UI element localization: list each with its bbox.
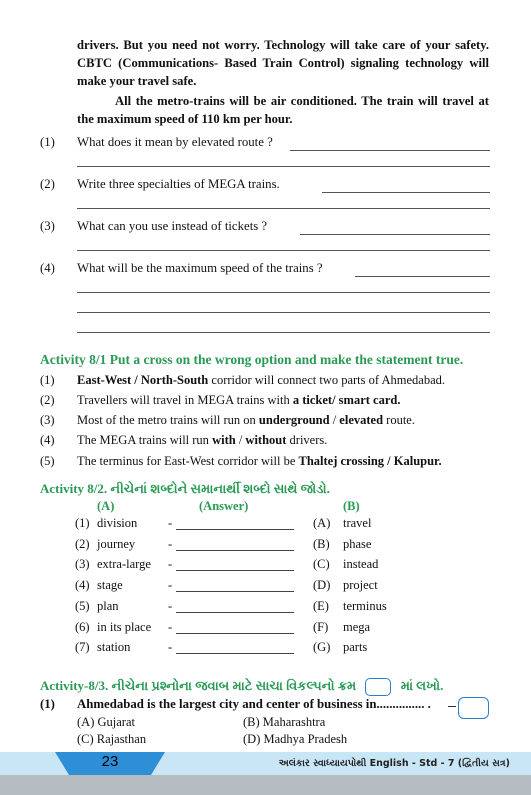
dash: - [168,536,173,551]
left-word: journey [97,536,136,551]
left-num: (1) [75,516,90,530]
right-word: travel [343,516,372,530]
answer-blank[interactable] [176,591,294,592]
right-label: (G) [313,640,331,655]
answer-line[interactable] [77,208,490,209]
answer-line[interactable] [355,276,490,277]
left-num: (7) [75,640,90,655]
column-a-header: (A) [97,499,115,513]
answer-line[interactable] [77,332,490,333]
dash: - [168,516,173,530]
activity-8-3-title: Activity-8/3. નીચેના પ્રશ્નોના જવાબ માટે સાચા વિકલ્પનો ક્રમ માં લખો. [40,678,443,696]
answer-blank[interactable] [176,653,294,654]
right-label: (A) [313,516,331,530]
column-answer-header: (Answer) [199,499,249,513]
answer-line[interactable] [300,234,490,235]
column-b-header: (B) [343,499,360,513]
answer-line[interactable] [77,166,490,167]
left-word: extra-large [97,557,151,572]
answer-blank[interactable] [176,529,294,530]
answer-box-icon [365,678,391,696]
left-num: (4) [75,578,90,593]
answer-line[interactable] [77,312,490,313]
answer-dash [448,706,456,707]
answer-blank[interactable] [176,612,294,613]
right-word: project [343,578,378,593]
answer-line[interactable] [77,292,490,293]
left-num: (5) [75,598,90,613]
right-label: (C) [313,557,330,572]
activity-8-1-title: Activity 8/1 Put a cross on the wrong option and make the statement true. [40,352,464,367]
activity-8-2-title: Activity 8/2. નીચેનાં શબ્દોને સમાનાર્થી શબ્દો સાથે જોડો. [40,481,330,496]
answer-blank[interactable] [176,550,294,551]
left-num: (3) [75,557,90,572]
answer-line[interactable] [322,192,490,193]
right-word: terminus [343,598,387,613]
bottom-grey-band [0,775,531,795]
answer-blank[interactable] [176,570,294,571]
right-label: (D) [313,578,331,593]
left-word: station [97,640,131,655]
answer-box[interactable] [458,697,489,719]
page-number: 23 [101,753,119,770]
dash: - [168,598,173,613]
dash: - [168,619,173,634]
right-label: (F) [313,619,329,634]
right-label: (E) [313,598,329,613]
left-num: (2) [75,536,90,551]
reading-paragraph-2: All the metro-trains will be air conditioned. The train will travel at the maximum speed of 110 km per hour. [77,94,489,126]
option-c[interactable]: (C) Rajasthan [77,732,147,746]
right-label: (B) [313,536,330,551]
option-a[interactable]: (A) Gujarat [77,715,135,729]
left-word: plan [97,598,119,613]
left-num: (6) [75,619,90,634]
right-word: phase [343,536,372,551]
right-word: parts [343,640,368,655]
option-d[interactable]: (D) Madhya Pradesh [243,732,348,746]
answer-line[interactable] [290,150,490,151]
left-word: in its place [97,619,152,634]
left-word: division [97,516,138,530]
answer-line[interactable] [77,250,490,251]
reading-paragraph-1: drivers. But you need not worry. Technology will take care of your safety. CBTC (Communications- Based Train Control) signaling technology will make your travel safe. [77,38,489,88]
dash: - [168,640,173,655]
right-word: mega [343,619,371,634]
footer-book-title: અલંકાર સ્વાધ્યાયપોથી English - Std - 7 (દ્વિતીય સત્ર) [278,758,510,769]
option-b[interactable]: (B) Maharashtra [243,715,326,729]
right-word: instead [343,557,379,572]
dash: - [168,578,173,593]
dash: - [168,557,173,572]
left-word: stage [97,578,123,593]
answer-blank[interactable] [176,633,294,634]
